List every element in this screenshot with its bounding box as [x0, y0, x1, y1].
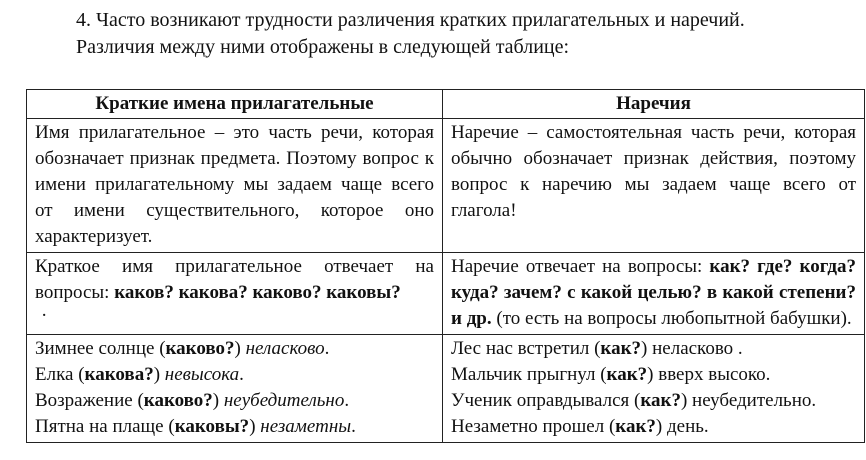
- example-question: как?: [600, 338, 642, 359]
- example-question: какова?: [84, 364, 154, 385]
- definition-adverb: Наречие – самостоятельная часть речи, которая обычно обозначает признак действия, поэтому вопрос к наречию мы задаем чаще всего от глагола!: [443, 119, 865, 253]
- example-adjective: незаметны: [260, 416, 352, 437]
- example-post: вверх высоко.: [653, 364, 771, 385]
- example-end: .: [324, 338, 330, 359]
- questions-adjective-plain: Краткое имя прилагательное отвечает на вопросы:: [35, 256, 434, 303]
- example-line: Незаметно прошел (как?) день.: [451, 416, 709, 437]
- questions-adverb-tail: (то есть на вопросы любопытной бабушки).: [491, 308, 852, 329]
- example-adjective: невысока: [164, 364, 240, 385]
- example-noun: Возражение: [35, 390, 138, 411]
- example-noun: Елка: [35, 364, 79, 385]
- example-noun: Пятна на плаще: [35, 416, 169, 437]
- example-post: день.: [662, 416, 709, 437]
- example-line: Пятна на плаще (каковы?) незаметны.: [35, 416, 356, 437]
- example-pre: Лес нас встретил: [451, 338, 595, 359]
- questions-adjective-text: [35, 254, 434, 306]
- questions-adjective: [27, 253, 443, 335]
- example-adjective: неласково: [245, 338, 325, 359]
- definition-adjective: Имя прилагательное – это часть речи, которая обозначает признак предмета. Поэтому вопрос к имени прилагательному мы задаем чаще всего от имени существительного, которое оно характеризует.: [27, 119, 443, 253]
- example-end: .: [239, 364, 244, 385]
- example-post: неубедительно.: [687, 390, 817, 411]
- example-adjective: неубедительно: [223, 390, 345, 411]
- example-line: Мальчик прыгнул (как?) вверх высоко.: [451, 364, 771, 385]
- example-noun: Зимнее солнце: [35, 338, 160, 359]
- stray-mark: ·: [41, 305, 48, 326]
- example-end: .: [344, 390, 350, 411]
- example-line: Лес нас встретил (как?) неласково .: [451, 338, 743, 359]
- questions-adjective-bold: каков? какова? каково? каковы?: [114, 282, 401, 303]
- questions-adverb: [443, 253, 865, 335]
- example-line: Зимнее солнце (каково?) неласково.: [35, 338, 330, 359]
- example-question: как?: [606, 364, 648, 385]
- intro-line-1: 4. Часто возникают трудности различения кратких прилагательных и наречий.: [76, 9, 745, 31]
- examples-adverb: [443, 335, 865, 443]
- questions-adverb-bold: как? где? когда? куда? зачем? с какой целью? в какой степени? и др.: [451, 256, 856, 329]
- example-question: каково?: [165, 338, 235, 359]
- table-row: [27, 253, 865, 335]
- example-post: неласково .: [647, 338, 743, 359]
- example-question: как?: [615, 416, 656, 437]
- header-short-adjectives: Краткие имена прилагательные: [27, 90, 443, 119]
- example-end: .: [351, 416, 356, 437]
- example-pre: Незаметно прошел: [451, 416, 609, 437]
- header-row: [27, 90, 865, 119]
- example-question: каковы?: [174, 416, 250, 437]
- intro-line-2: Различия между ними отображены в следующей таблице:: [76, 36, 570, 58]
- example-line: Ученик оправдывался (как?) неубедительно.: [451, 390, 817, 411]
- example-pre: Мальчик прыгнул: [451, 364, 601, 385]
- examples-adjective: [27, 335, 443, 443]
- example-line: Возражение (каково?) неубедительно.: [35, 390, 350, 411]
- example-question: как?: [640, 390, 681, 411]
- example-pre: Ученик оправдывался: [451, 390, 635, 411]
- header-adverbs: Наречия: [443, 90, 865, 119]
- comparison-table: [26, 89, 865, 443]
- table-row: [27, 119, 865, 253]
- table-row: [27, 335, 865, 443]
- example-line: Елка (какова?) невысока.: [35, 364, 244, 385]
- example-question: каково?: [143, 390, 213, 411]
- questions-adverb-plain: Наречие отвечает на вопросы:: [451, 256, 710, 277]
